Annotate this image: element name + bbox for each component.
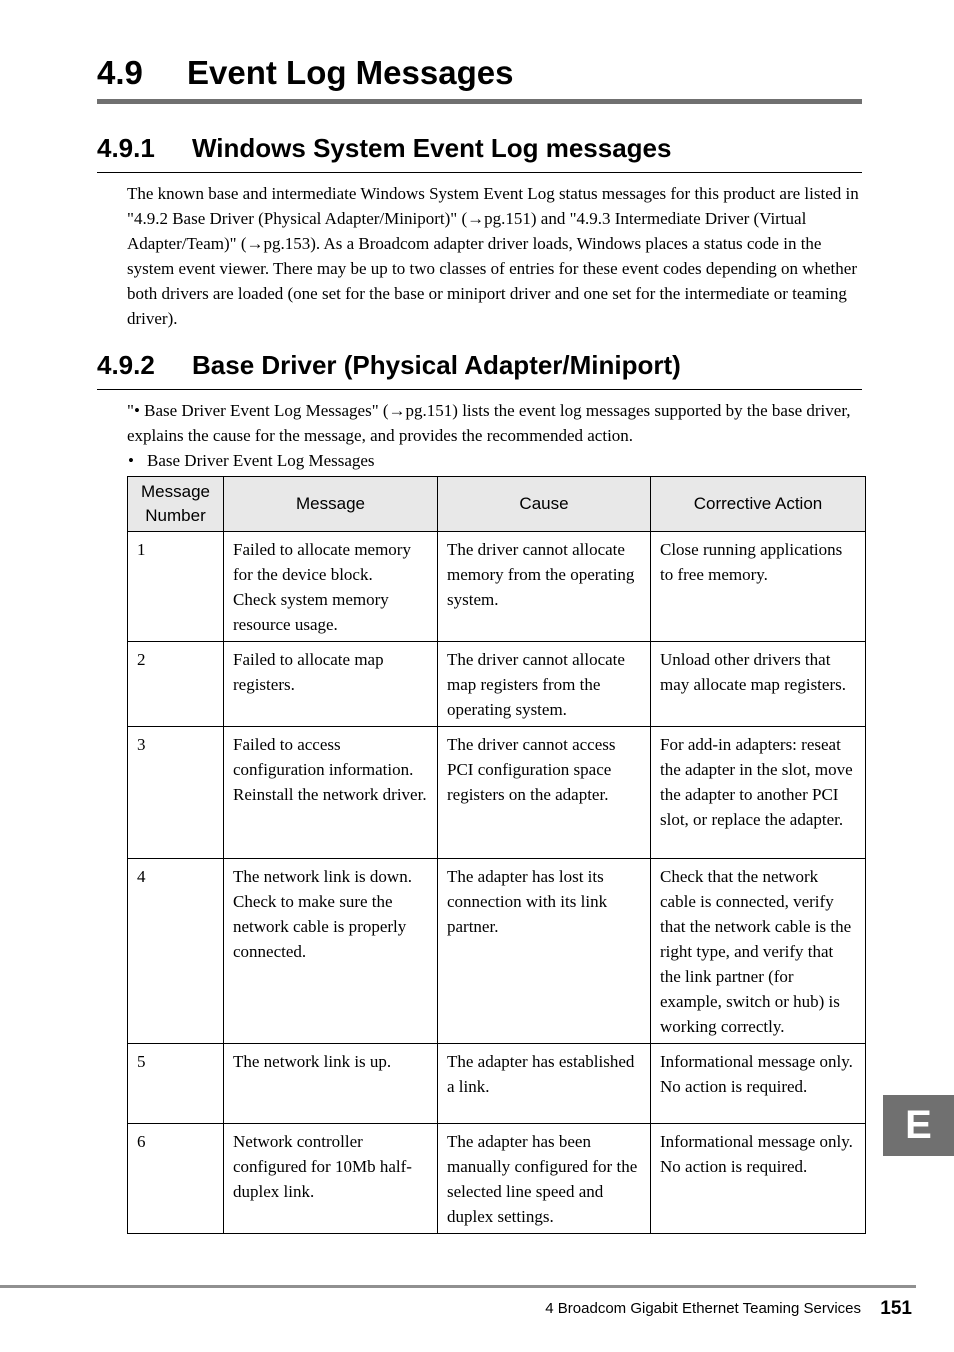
- subsection-number: 4.9.2: [97, 350, 155, 380]
- section-title: Event Log Messages: [187, 54, 514, 91]
- cell-cause: [438, 642, 651, 727]
- subsection-title: Base Driver (Physical Adapter/Miniport): [192, 350, 681, 380]
- table-header-row: [128, 477, 866, 532]
- cell-corrective-action: [651, 1124, 866, 1234]
- cell-text: Informational message only.: [660, 1132, 853, 1151]
- table-row: [128, 859, 866, 1044]
- appendix-tab: E: [883, 1095, 954, 1156]
- cell-corrective-action: [651, 727, 866, 859]
- cell-corrective-action: [651, 859, 866, 1044]
- cell-text: Close running applications to free memory.: [660, 540, 843, 584]
- cell-text: The driver cannot allocate memory from the operating system.: [447, 540, 635, 609]
- cell-text: Network controller configured for 10Mb half-duplex link.: [233, 1132, 412, 1201]
- event-log-table: [127, 476, 866, 1234]
- base-driver-paragraph: "• Base Driver Event Log Messages" (→pg.151) lists the event log messages supported by the base driver, explains the cause for the message, and provides the recommended action.: [127, 401, 851, 445]
- subsection-heading-4-9-2: [97, 350, 681, 381]
- cell-corrective-action: [651, 532, 866, 642]
- cell-text: Check to make sure the network cable is properly connected.: [233, 892, 407, 961]
- table-body: [128, 532, 866, 1234]
- table-row: [128, 727, 866, 859]
- cell-text: Check that the network cable is connected, verify that the network cable is the right type, and verify that the link partner (for example, switch or hub) is working correctly.: [660, 867, 852, 1036]
- header-cause: Cause: [438, 477, 651, 532]
- cell-message-number: 5: [128, 1044, 224, 1124]
- cell-message-number: 3: [128, 727, 224, 859]
- cell-message-number: 1: [128, 532, 224, 642]
- subsection-heading-4-9-1: [97, 133, 671, 164]
- cell-corrective-action: [651, 642, 866, 727]
- bullet-marker: •: [128, 451, 134, 470]
- cell-message: [224, 1044, 438, 1124]
- table-row: [128, 642, 866, 727]
- subsection-title: Windows System Event Log messages: [192, 133, 672, 163]
- footer-rule: [0, 1285, 916, 1288]
- cell-message: [224, 532, 438, 642]
- cell-corrective-action: [651, 1044, 866, 1124]
- cell-message: [224, 642, 438, 727]
- cell-message: [224, 1124, 438, 1234]
- cell-message: [224, 859, 438, 1044]
- header-message-number: Message Number: [128, 477, 224, 532]
- cell-text: The adapter has established a link.: [447, 1052, 635, 1096]
- header-message: Message: [224, 477, 438, 532]
- cell-text: Informational message only.: [660, 1052, 853, 1071]
- section-heading-rule: [97, 99, 862, 104]
- cell-message-number: 6: [128, 1124, 224, 1234]
- cell-message-number: 4: [128, 859, 224, 1044]
- cell-cause: [438, 1124, 651, 1234]
- cell-text: No action is required.: [660, 1077, 808, 1096]
- cell-text: The adapter has lost its connection with its link partner.: [447, 867, 608, 936]
- header-corrective-action: Corrective Action: [651, 477, 866, 532]
- table-row: [128, 1124, 866, 1234]
- cell-text: Failed to allocate memory for the device block.: [233, 540, 411, 584]
- cell-text: The adapter has been manually configured for the selected line speed and duplex settings.: [447, 1132, 638, 1226]
- subsection-rule: [97, 172, 862, 173]
- cell-text: For add-in adapters: reseat the adapter in the slot, move the adapter to another PCI slot, or replace the adapter.: [660, 735, 853, 829]
- table-caption-bullet: [128, 448, 375, 473]
- cell-message-number: 2: [128, 642, 224, 727]
- cell-cause: [438, 1044, 651, 1124]
- page-number: 151: [880, 1298, 912, 1319]
- cell-text: Failed to access configuration information.: [233, 735, 414, 779]
- section-heading: [97, 54, 513, 92]
- cell-text: The driver cannot allocate map registers from the operating system.: [447, 650, 625, 719]
- table-caption: Base Driver Event Log Messages: [147, 451, 375, 470]
- cell-text: Failed to allocate map registers.: [233, 650, 384, 694]
- subsection-rule: [97, 389, 862, 390]
- cell-cause: [438, 859, 651, 1044]
- cell-text: Check system memory resource usage.: [233, 590, 389, 634]
- cell-text: Reinstall the network driver.: [233, 785, 427, 804]
- cell-text: The driver cannot access PCI configuration space registers on the adapter.: [447, 735, 616, 804]
- cell-cause: [438, 532, 651, 642]
- cell-cause: [438, 727, 651, 859]
- cell-text: No action is required.: [660, 1157, 808, 1176]
- section-number: 4.9: [97, 54, 143, 91]
- footer-chapter-title: 4 Broadcom Gigabit Ethernet Teaming Services: [545, 1300, 861, 1317]
- intro-paragraph: The known base and intermediate Windows System Event Log status messages for this product are listed in "4.9.2 Base Driver (Physical Adapter/Miniport)" (→pg.151) and "4.9.3 Intermediate Driver (Virtual Adapter/Team)" (→pg.153). As a Broadcom adapter driver loads, Windows places a status code in the system event viewer. There may be up to two classes of entries for these event codes depending on whether both drivers are loaded (one set for the base or miniport driver and one set for the intermediate or teaming driver).: [127, 184, 859, 328]
- cell-text: Unload other drivers that may allocate map registers.: [660, 650, 846, 694]
- table-row: [128, 532, 866, 642]
- cell-text: The network link is down.: [233, 867, 412, 886]
- cell-text: The network link is up.: [233, 1052, 392, 1071]
- table-row: [128, 1044, 866, 1124]
- subsection-number: 4.9.1: [97, 133, 155, 163]
- cell-message: [224, 727, 438, 859]
